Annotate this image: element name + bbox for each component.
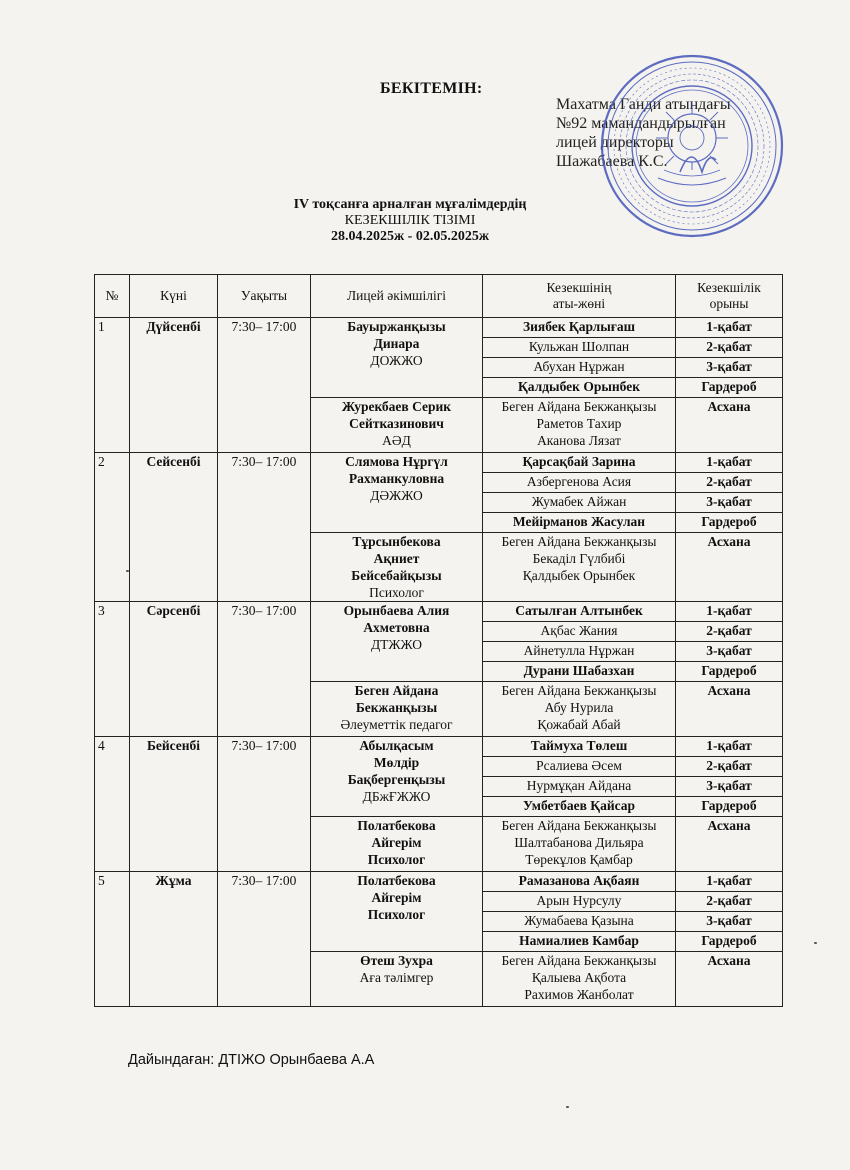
duty-person-name: Жумабаева Қазына bbox=[483, 912, 676, 932]
day-name: Жұма bbox=[130, 872, 218, 1007]
header-time: Уақыты bbox=[218, 275, 311, 318]
admin-name: Мөлдір bbox=[373, 755, 420, 770]
admin-position: ДТЖЖО bbox=[370, 637, 423, 652]
duty-person-name: Кульжан Шолпан bbox=[483, 338, 676, 358]
admin-position: Аға тәлімгер bbox=[359, 970, 434, 985]
duty-time: 7:30– 17:00 bbox=[218, 602, 311, 737]
duty-place: Гардероб bbox=[676, 932, 783, 952]
admin-name: Бекжанқызы bbox=[355, 700, 438, 715]
admin-name: Журекбаев Серик bbox=[341, 399, 452, 414]
duty-person-name: Ақбас Жания bbox=[483, 622, 676, 642]
table-row bbox=[95, 602, 783, 622]
duty-place: 1-қабат bbox=[676, 453, 783, 473]
day-number: 2 bbox=[95, 453, 130, 602]
duty-place: 2-қабат bbox=[676, 338, 783, 358]
day-number: 4 bbox=[95, 737, 130, 872]
table-header-row bbox=[95, 275, 783, 318]
admin-cell bbox=[311, 817, 483, 872]
paper-speck bbox=[566, 1106, 569, 1108]
prepared-by: Дайындаған: ДТІЖО Орынбаева А.А bbox=[128, 1052, 375, 1068]
duty-person-name: Умбетбаев Қайсар bbox=[483, 797, 676, 817]
header-place: Кезекшілік орыны bbox=[676, 275, 783, 318]
duty-person-name: Беген Айдана Бекжанқызы bbox=[501, 534, 657, 549]
duty-place: 1-қабат bbox=[676, 602, 783, 622]
duty-person-name: Мейірманов Жасулан bbox=[483, 513, 676, 533]
admin-name: Өтеш Зухра bbox=[360, 953, 433, 968]
duty-place: 3-қабат bbox=[676, 358, 783, 378]
day-name: Сейсенбі bbox=[130, 453, 218, 602]
heading-line-dates: 28.04.2025ж - 02.05.2025ж bbox=[331, 229, 489, 244]
table-body bbox=[95, 318, 783, 1007]
duty-place: Гардероб bbox=[676, 662, 783, 682]
admin-position: ДӘЖЖО bbox=[370, 488, 423, 503]
duty-place: Гардероб bbox=[676, 513, 783, 533]
table-row bbox=[95, 318, 783, 338]
admin-name: Ақниет bbox=[373, 551, 420, 566]
admin-position: ДОЖЖО bbox=[370, 353, 423, 368]
admin-position: ДБжҒЖЖО bbox=[362, 789, 431, 804]
duty-place: 2-қабат bbox=[676, 892, 783, 912]
header-person: Кезекшінің аты-жөні bbox=[483, 275, 676, 318]
day-name: Дүйсенбі bbox=[130, 318, 218, 453]
header-num: № bbox=[95, 275, 130, 318]
duty-place: Гардероб bbox=[676, 378, 783, 398]
duty-time: 7:30– 17:00 bbox=[218, 872, 311, 1007]
duty-place: Асхана bbox=[676, 952, 783, 1007]
admin-name: Психолог bbox=[367, 852, 426, 867]
admin-cell bbox=[311, 872, 483, 952]
duty-person-name: Намиалиев Камбар bbox=[483, 932, 676, 952]
admin-cell bbox=[311, 453, 483, 533]
duty-schedule-table bbox=[94, 274, 783, 1007]
admin-name: Рахманкуловна bbox=[348, 471, 445, 486]
duty-place: Гардероб bbox=[676, 797, 783, 817]
duty-person-name: Қарсақбай Зарина bbox=[483, 453, 676, 473]
duty-person-name: Абу Нурила bbox=[544, 700, 614, 715]
header-day: Күні bbox=[130, 275, 218, 318]
header-admin: Лицей әкімшілігі bbox=[311, 275, 483, 318]
admin-name: Абылқасым bbox=[359, 738, 434, 753]
duty-person-name: Бекаділ Гүлбибі bbox=[532, 551, 626, 566]
admin-name: Айгерім bbox=[371, 890, 422, 905]
day-name: Бейсенбі bbox=[130, 737, 218, 872]
admin-cell bbox=[311, 398, 483, 453]
duty-person-name: Беген Айдана Бекжанқызы bbox=[501, 818, 657, 833]
duty-person-name: Нурмұқан Айдана bbox=[483, 777, 676, 797]
table-row bbox=[95, 872, 783, 892]
duty-person-name: Жумабек Айжан bbox=[483, 493, 676, 513]
admin-name: Психолог bbox=[367, 907, 426, 922]
duty-place: Асхана bbox=[676, 533, 783, 602]
duty-place: 3-қабат bbox=[676, 777, 783, 797]
table-row bbox=[95, 453, 783, 473]
approval-line: лицей директоры bbox=[556, 134, 674, 151]
paper-speck bbox=[814, 942, 817, 944]
table-row bbox=[95, 737, 783, 757]
canteen-duty-names bbox=[483, 817, 676, 872]
canteen-duty-names bbox=[483, 533, 676, 602]
duty-place: 1-қабат bbox=[676, 318, 783, 338]
admin-cell bbox=[311, 533, 483, 602]
duty-person-name: Қалдыбек Орынбек bbox=[483, 378, 676, 398]
duty-person-name: Төрекұлов Қамбар bbox=[525, 852, 633, 867]
approval-line: Махатма Ганди атындағы bbox=[556, 96, 731, 113]
admin-cell bbox=[311, 682, 483, 737]
admin-name: Сейтказинович bbox=[349, 416, 444, 431]
admin-cell bbox=[311, 737, 483, 817]
day-number: 5 bbox=[95, 872, 130, 1007]
duty-person-name: Беген Айдана Бекжанқызы bbox=[501, 399, 657, 414]
duty-time: 7:30– 17:00 bbox=[218, 318, 311, 453]
duty-person-name: Беген Айдана Бекжанқызы bbox=[501, 683, 657, 698]
duty-person-name: Дурани Шабазхан bbox=[483, 662, 676, 682]
admin-name: Динара bbox=[373, 336, 420, 351]
duty-place: Асхана bbox=[676, 398, 783, 453]
duty-person-name: Қалдыбек Орынбек bbox=[522, 568, 636, 583]
official-seal-stamp bbox=[598, 52, 786, 240]
approval-line: №92 мамандандырылған bbox=[556, 115, 726, 132]
duty-person-name: Айнетулла Нұржан bbox=[483, 642, 676, 662]
admin-name: Айгерім bbox=[371, 835, 422, 850]
heading-line-title: КЕЗЕКШІЛІК ТІЗІМІ bbox=[344, 213, 476, 228]
canteen-duty-names bbox=[483, 682, 676, 737]
admin-name: Бейсебайқызы bbox=[351, 568, 442, 583]
duty-person-name: Рамазанова Ақбаян bbox=[483, 872, 676, 892]
duty-place: 2-қабат bbox=[676, 757, 783, 777]
duty-place: 1-қабат bbox=[676, 872, 783, 892]
duty-place: 2-қабат bbox=[676, 473, 783, 493]
duty-person-name: Абухан Нұржан bbox=[483, 358, 676, 378]
day-number: 1 bbox=[95, 318, 130, 453]
admin-name: Бауыржанқызы bbox=[347, 319, 446, 334]
admin-cell bbox=[311, 602, 483, 682]
duty-place: 2-қабат bbox=[676, 622, 783, 642]
duty-person-name: Раметов Тахир bbox=[536, 416, 622, 431]
duty-person-name: Шалтабанова Дильяра bbox=[514, 835, 644, 850]
admin-name: Слямова Нұргүл bbox=[345, 454, 448, 469]
admin-name: Орынбаева Алия bbox=[343, 603, 450, 618]
duty-person-name: Аканова Лязат bbox=[537, 433, 621, 448]
approval-title: БЕКІТЕМІН: bbox=[380, 80, 483, 97]
duty-place: 3-қабат bbox=[676, 912, 783, 932]
paper-speck bbox=[126, 570, 129, 572]
duty-person-name: Зиябек Қарлығаш bbox=[483, 318, 676, 338]
day-number: 3 bbox=[95, 602, 130, 737]
admin-name: Ахметовна bbox=[363, 620, 430, 635]
duty-person-name: Рахимов Жанболат bbox=[524, 987, 634, 1002]
duty-time: 7:30– 17:00 bbox=[218, 453, 311, 602]
duty-person-name: Арын Нурсулу bbox=[483, 892, 676, 912]
document-heading bbox=[220, 197, 600, 245]
admin-name: Полатбекова bbox=[357, 818, 436, 833]
duty-person-name: Рсалиева Әсем bbox=[483, 757, 676, 777]
duty-place: 3-қабат bbox=[676, 642, 783, 662]
canteen-duty-names bbox=[483, 398, 676, 453]
duty-person-name: Таймуха Төлеш bbox=[483, 737, 676, 757]
day-name: Сәрсенбі bbox=[130, 602, 218, 737]
duty-person-name: Азбергенова Асия bbox=[483, 473, 676, 493]
duty-place: Асхана bbox=[676, 817, 783, 872]
admin-cell bbox=[311, 318, 483, 398]
admin-name: Полатбекова bbox=[357, 873, 436, 888]
approval-line: Шажабаева К.С. bbox=[556, 153, 668, 170]
duty-person-name: Қожабай Абай bbox=[537, 717, 621, 732]
admin-name: Тұрсынбекова bbox=[352, 534, 441, 549]
canteen-duty-names bbox=[483, 952, 676, 1007]
duty-person-name: Сатылған Алтынбек bbox=[483, 602, 676, 622]
duty-place: 1-қабат bbox=[676, 737, 783, 757]
admin-name: Беген Айдана bbox=[354, 683, 439, 698]
admin-position: АӘД bbox=[382, 433, 411, 448]
duty-person-name: Беген Айдана Бекжанқызы bbox=[501, 953, 657, 968]
admin-position: Әлеуметтік педагог bbox=[340, 717, 453, 732]
duty-place: Асхана bbox=[676, 682, 783, 737]
duty-time: 7:30– 17:00 bbox=[218, 737, 311, 872]
duty-person-name: Қалыева Ақбота bbox=[531, 970, 627, 985]
admin-name: Бақбергенқызы bbox=[347, 772, 446, 787]
admin-position: Психолог bbox=[369, 585, 424, 600]
admin-cell bbox=[311, 952, 483, 1007]
duty-place: 3-қабат bbox=[676, 493, 783, 513]
heading-line-quarter: IV тоқсанға арналған мұғалімдердің bbox=[293, 197, 527, 212]
